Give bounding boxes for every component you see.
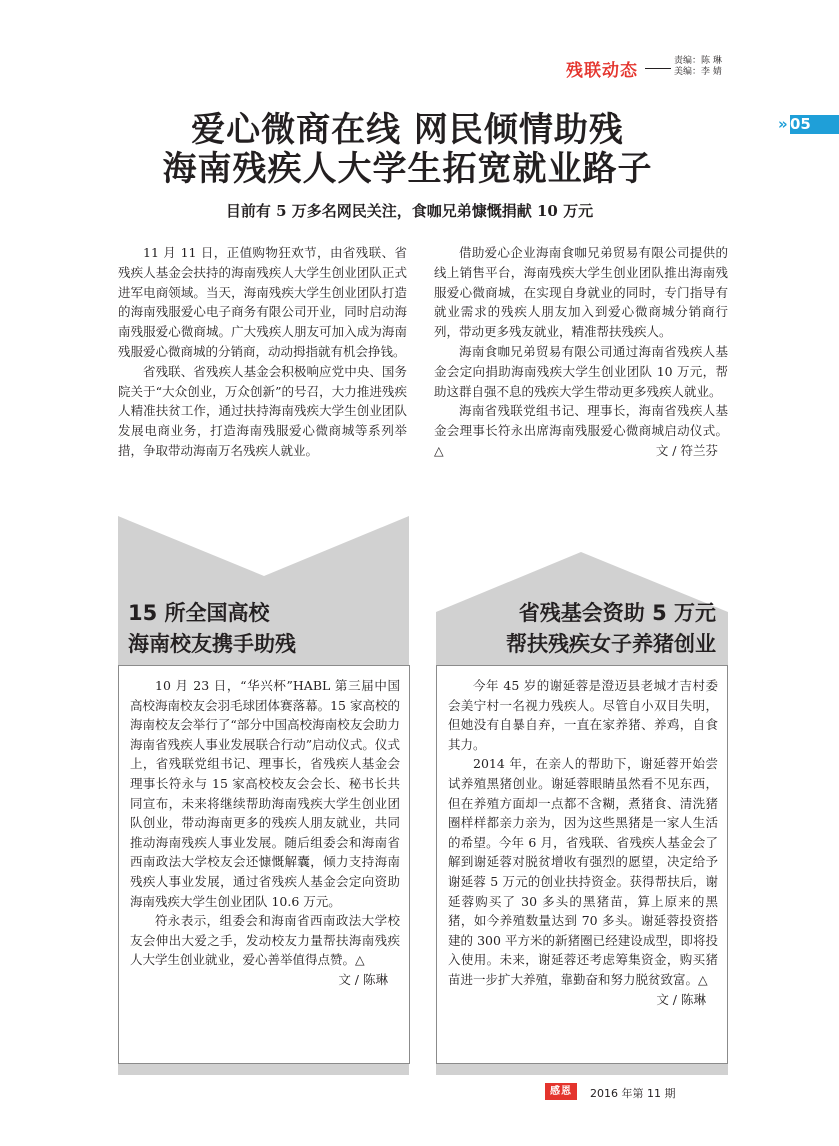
paragraph — [448, 754, 718, 1007]
designer-line: 美编：李 婧 — [674, 67, 722, 77]
paragraph: 今年 45 岁的谢延蓉是澄迈县老城才吉村委会美宁村一名视力残疾人。尽管自小双目失明，但她没有自暴自弃，一直在家养猪、养鸡，自食其力。 — [448, 678, 718, 752]
left-story-title-line-2: 海南校友携手助残 — [128, 632, 296, 656]
left-story-text — [130, 676, 400, 990]
paragraph: 借助爱心企业海南食咖兄弟贸易有限公司提供的线上销售平台，海南残疾大学生创业团队推出海南残服爱心微商城，在实现自身就业的同时，专门指导有就业需求的残疾人朋友加入到爱心微商城分销商行列，带动更多残友就业，精准帮扶残疾人。 — [434, 245, 728, 340]
issue-number: 2016 年第 11 期 — [590, 1087, 676, 1100]
subheadline: 目前有 5 万多名网民关注，食咖兄弟慷慨捐献 10 万元 — [225, 202, 594, 220]
paragraph-text: 海南省残联党组书记、理事长，海南省残疾人基金会理事长符永出席海南残服爱心微商城启动仪式。△ — [434, 403, 728, 458]
right-story-box — [436, 665, 728, 1064]
headline-line-2: 海南残疾人大学生拓宽就业路子 — [162, 149, 653, 189]
paragraph-text: 符永表示，组委会和海南省西南政法大学校友会伸出大爱之手，发动校友力量帮扶海南残疾人大学生创业就业，爱心善举值得点赞。△ — [130, 913, 400, 968]
left-story-title — [128, 598, 296, 660]
paragraph: 海南食咖兄弟贸易有限公司通过海南省残疾人基金会定向捐助海南残疾大学生创业团队 10 万元，帮助这群自强不息的残疾大学生带动更多残疾人就业。 — [434, 343, 728, 399]
right-story-title-line-1: 省残基会资助 5 万元 — [518, 601, 716, 625]
left-story-box — [118, 665, 410, 1064]
paragraph: 11 月 11 日，正值购物狂欢节，由省残联、省残疾人基金会扶持的海南残疾人大学生创业团队正式进军电商领域。当天，海南残疾大学生创业团队打造的海南残服爱心电子商务有限公司开业，同时启动海南残服爱心微商城。广大残疾人朋友可加入成为海南残服爱心微商城的分销商，动动拇指就有机会挣钱。 — [118, 245, 407, 359]
right-story-title-line-2: 帮扶残疾女子养猪创业 — [506, 632, 716, 656]
left-story-title-line-1: 15 所全国高校 — [128, 601, 270, 625]
right-story-text — [448, 676, 718, 1009]
magazine-logo: 感恩 — [545, 1083, 577, 1100]
byline: 文 / 符兰芬 — [655, 442, 718, 458]
double-chevron-icon: » — [778, 115, 788, 133]
byline: 文 / 陈琳 — [656, 991, 706, 1007]
paragraph-text: 2014 年，在亲人的帮助下，谢延蓉开始尝试养殖黑猪创业。谢延蓉眼睛虽然看不见东西，但在养殖方面却一点都不含糊，煮猪食、清洗猪圈样样都亲力亲为，因为这些黑猪是一家人生活的希望。今年 6 月，省残联、省残疾人基金会了解到谢延蓉对脱贫增收有强烈的愿望，决定给予谢延蓉 5 万元的创业扶持资金。获得帮扶后，谢延蓉购买了 30 多头的黑猪苗，算上原来的黑猪，如今养殖数量达到 70 多头。谢延蓉投资搭建的 300 平方米的新猪圈已经建设成型，即将投入使用。未来，谢延蓉还考虑筹集资金，购买猪苗进一步扩大养殖，靠勤奋和努力脱贫致富。△ — [448, 756, 718, 987]
byline: 文 / 陈琳 — [338, 971, 388, 987]
paragraph — [130, 911, 400, 987]
right-story-title — [436, 598, 716, 660]
editor-line: 责编：陈 琳 — [674, 56, 722, 66]
page-number: 05 — [790, 115, 811, 133]
section-tag: 残联动态 — [566, 61, 638, 81]
paragraph: 省残联、省残疾人基金会积极响应党中央、国务院关于“大众创业，万众创新”的号召，大力推进残疾人精准扶贫工作，通过扶持海南残疾大学生创业团队发展电商业务，打造海南残服爱心微商城等系列举措，争取带动海南万名残疾人就业。 — [118, 363, 407, 458]
paragraph: 10 月 23 日，“华兴杯”HABL 第三届中国高校海南校友会羽毛球团体赛落幕。15 家高校的海南校友会举行了“部分中国高校海南校友会助力海南省残疾人事业发展联合行动”启动仪式。仪式上，省残联党组书记、理事长，省残疾人基金会理事长符永与 15 家高校校友会会长、秘书长共同宣布，未来将继续帮助海南残疾大学生创业团队创业，带动海南更多的残疾人朋友就业，共同推动海南残疾人事业发展。随后组委会和海南省西南政法大学校友会还慷慨解囊，倾力支持海南残疾人事业发展，通过省残疾人基金会定向资助海南残疾大学生创业团队 10.6 万元。 — [130, 678, 400, 909]
headline-line-1: 爱心微商在线 网民倾情助残 — [191, 110, 624, 150]
